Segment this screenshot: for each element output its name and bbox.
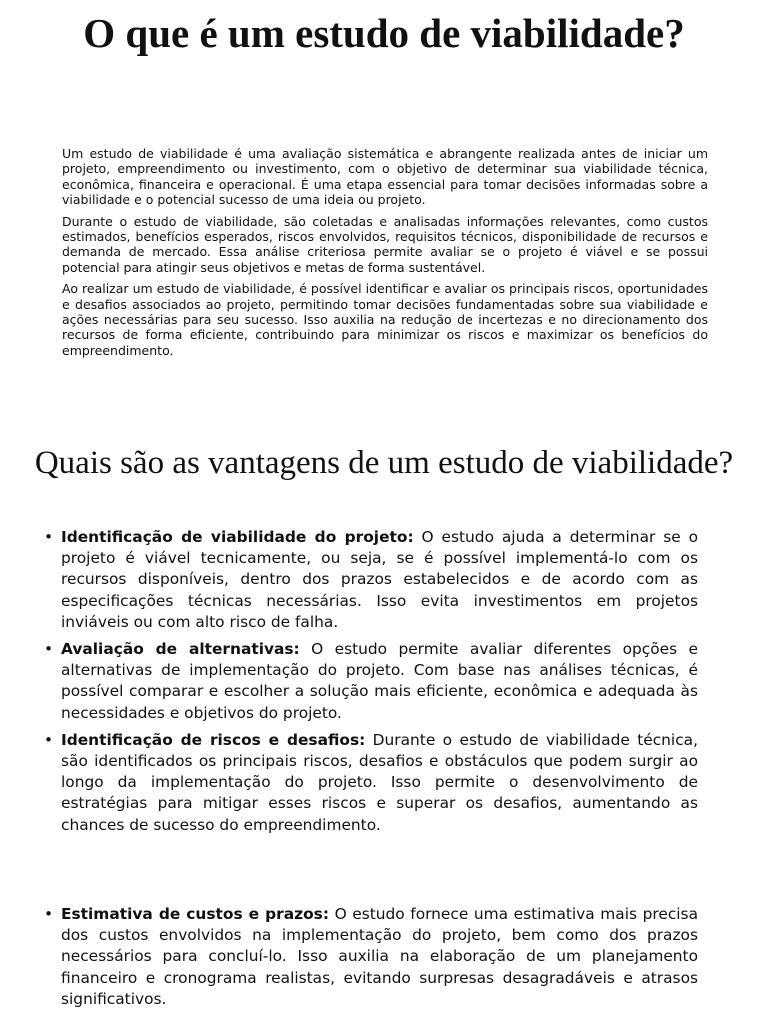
item-heading: Avaliação de alternativas:: [61, 640, 300, 659]
intro-section: [62, 146, 708, 364]
advantages-list-continued: [44, 904, 698, 1016]
item-text: O estudo ajuda a determinar se o projeto é viável tecnicamente, ou seja, se é possível implementá-lo com os recursos disponíveis, dentro dos prazos estabelecidos e de acordo com as especificações técnicas necessárias. Isso evita investimentos em projetos inviáveis ou com alto risco de falha.: [61, 528, 699, 631]
page-title: O que é um estudo de viabilidade?: [83, 10, 685, 56]
item-heading: Identificação de viabilidade do projeto:: [61, 528, 414, 546]
bullet-icon: •: [44, 730, 54, 749]
intro-paragraph: Um estudo de viabilidade é uma avaliação sistemática e abrangente realizada antes de iniciar um projeto, empreendimento ou investimento, com o objetivo de determinar sua viabilidade técnica, econômica, financeira e operacional. É uma etapa essencial para tomar decisões informadas sobre a viabilidade e o potencial sucesso de uma ideia ou projeto.: [62, 146, 708, 208]
advantages-heading: Quais são as vantagens de um estudo de viabilidade?: [34, 445, 734, 481]
item-text: Durante o estudo de viabilidade técnica, são identificados os principais riscos, desafios e obstáculos que podem surgir ao longo da implementação do projeto. Isso permite o desenvolvimento de estratégias para mitigar esses riscos e superar os desafios, aumentando as chances de sucesso do empreendimento.: [61, 730, 698, 834]
list-item: [44, 904, 698, 1010]
bullet-icon: •: [44, 528, 54, 546]
bullet-icon: •: [44, 905, 54, 923]
intro-paragraph: Ao realizar um estudo de viabilidade, é possível identificar e avaliar os principais riscos, oportunidades e desafios associados ao projeto, permitindo tomar decisões fundamentadas sobre sua viabilidade e ações necessárias para seu sucesso. Isso auxilia na redução de incertezas e no direcionamento dos recursos de forma eficiente, contribuindo para minimizar os riscos e maximizar os benefícios do empreendimento.: [62, 281, 708, 358]
intro-paragraph: Durante o estudo de viabilidade, são coletadas e analisadas informações relevantes, como custos estimados, benefícios esperados, riscos envolvidos, requisitos técnicos, disponibilidade de recursos e demanda de mercado. Essa análise criteriosa permite avaliar se o projeto é viável e se possui potencial para atingir seus objetivos e metas de forma sustentável.: [62, 213, 708, 275]
item-heading: Identificação de riscos e desafios:: [61, 730, 366, 749]
list-item: [44, 639, 698, 724]
item-text: O estudo permite avaliar diferentes opções e alternativas de implementação do projeto. Com base nas análises técnicas, é possível comparar e escolher a solução mais eficiente, econômica e adequada às necessidades e objetivos do projeto.: [61, 640, 699, 722]
advantages-list: [44, 527, 698, 842]
item-text: O estudo fornece uma estimativa mais precisa dos custos envolvidos na implementação do projeto, bem como dos prazos necessários para concluí-lo. Isso auxilia na elaboração de um planejamento financeiro e cronograma realistas, evitando surpresas desagradáveis e atrasos significativos.: [61, 905, 699, 1008]
bullet-icon: •: [44, 640, 54, 659]
list-item: [44, 730, 698, 836]
list-item: [44, 527, 698, 633]
item-heading: Estimativa de custos e prazos:: [61, 905, 329, 923]
